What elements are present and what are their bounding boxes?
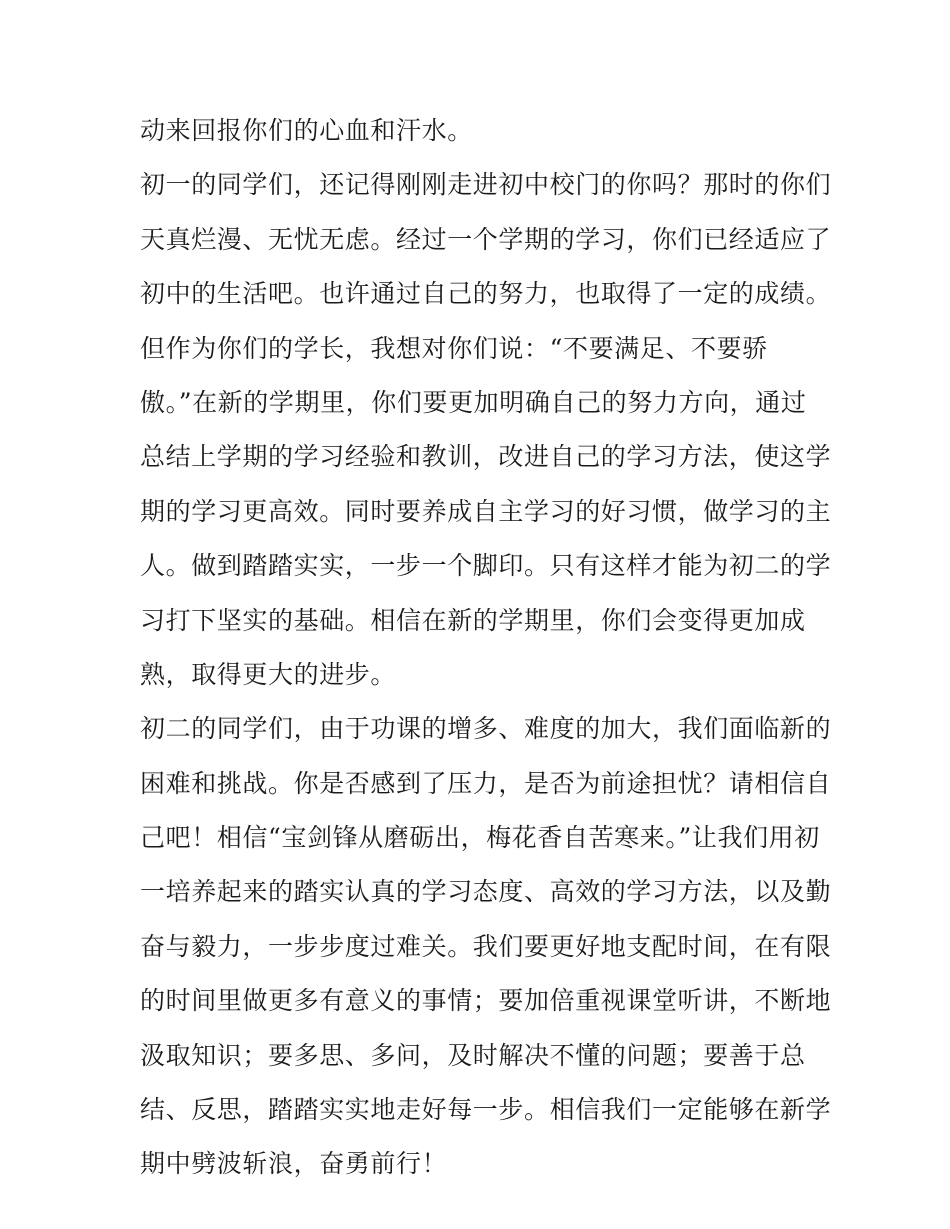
text-line: 但作为你们的学长，我想对你们说：“不要满足、不要骄 bbox=[140, 333, 768, 363]
text-line: 习打下坚实的基础。相信在新的学期里，你们会变得更加成 bbox=[140, 605, 806, 635]
text-line: 熟，取得更大的进步。 bbox=[140, 659, 397, 689]
text-line: 天真烂漫、无忧无虑。经过一个学期的学习，你们已经适应了 bbox=[140, 224, 832, 254]
body-text bbox=[140, 104, 832, 1192]
text-line: 的时间里做更多有意义的事情；要加倍重视课堂听讲，不断地 bbox=[140, 986, 832, 1016]
text-line: 初二的同学们，由于功课的增多、难度的加大，我们面临新的 bbox=[140, 714, 832, 744]
text-line: 奋与毅力，一步步度过难关。我们要更好地支配时间，在有限 bbox=[140, 931, 832, 961]
text-line: 期中劈波斩浪，奋勇前行！ bbox=[140, 1149, 448, 1179]
text-line: 人。做到踏踏实实，一步一个脚印。只有这样才能为初二的学 bbox=[140, 551, 832, 581]
text-line: 动来回报你们的心血和汗水。 bbox=[140, 116, 473, 145]
text-line: 傲。”在新的学期里，你们要更加明确自己的努力方向，通过 bbox=[140, 387, 807, 417]
text-line: 期的学习更高效。同时要养成自主学习的好习惯，做学习的主 bbox=[140, 496, 832, 526]
text-line: 初一的同学们，还记得刚刚走进初中校门的你吗？那时的你们 bbox=[140, 170, 832, 200]
text-line: 结、反思，踏踏实实地走好每一步。相信我们一定能够在新学 bbox=[140, 1095, 832, 1125]
text-line: 初中的生活吧。也许通过自己的努力，也取得了一定的成绩。 bbox=[140, 279, 832, 309]
text-line: 己吧！相信“宝剑锋从磨砺出，梅花香自苦寒来。”让我们用初 bbox=[140, 823, 820, 853]
text-line: 总结上学期的学习经验和教训，改进自己的学习方法，使这学 bbox=[140, 442, 832, 472]
text-line: 汲取知识；要多思、多问，及时解决不懂的问题；要善于总 bbox=[140, 1040, 806, 1070]
text-line: 困难和挑战。你是否感到了压力，是否为前途担忧？请相信自 bbox=[140, 768, 832, 798]
text-line: 一培养起来的踏实认真的学习态度、高效的学习方法，以及勤 bbox=[140, 877, 832, 907]
